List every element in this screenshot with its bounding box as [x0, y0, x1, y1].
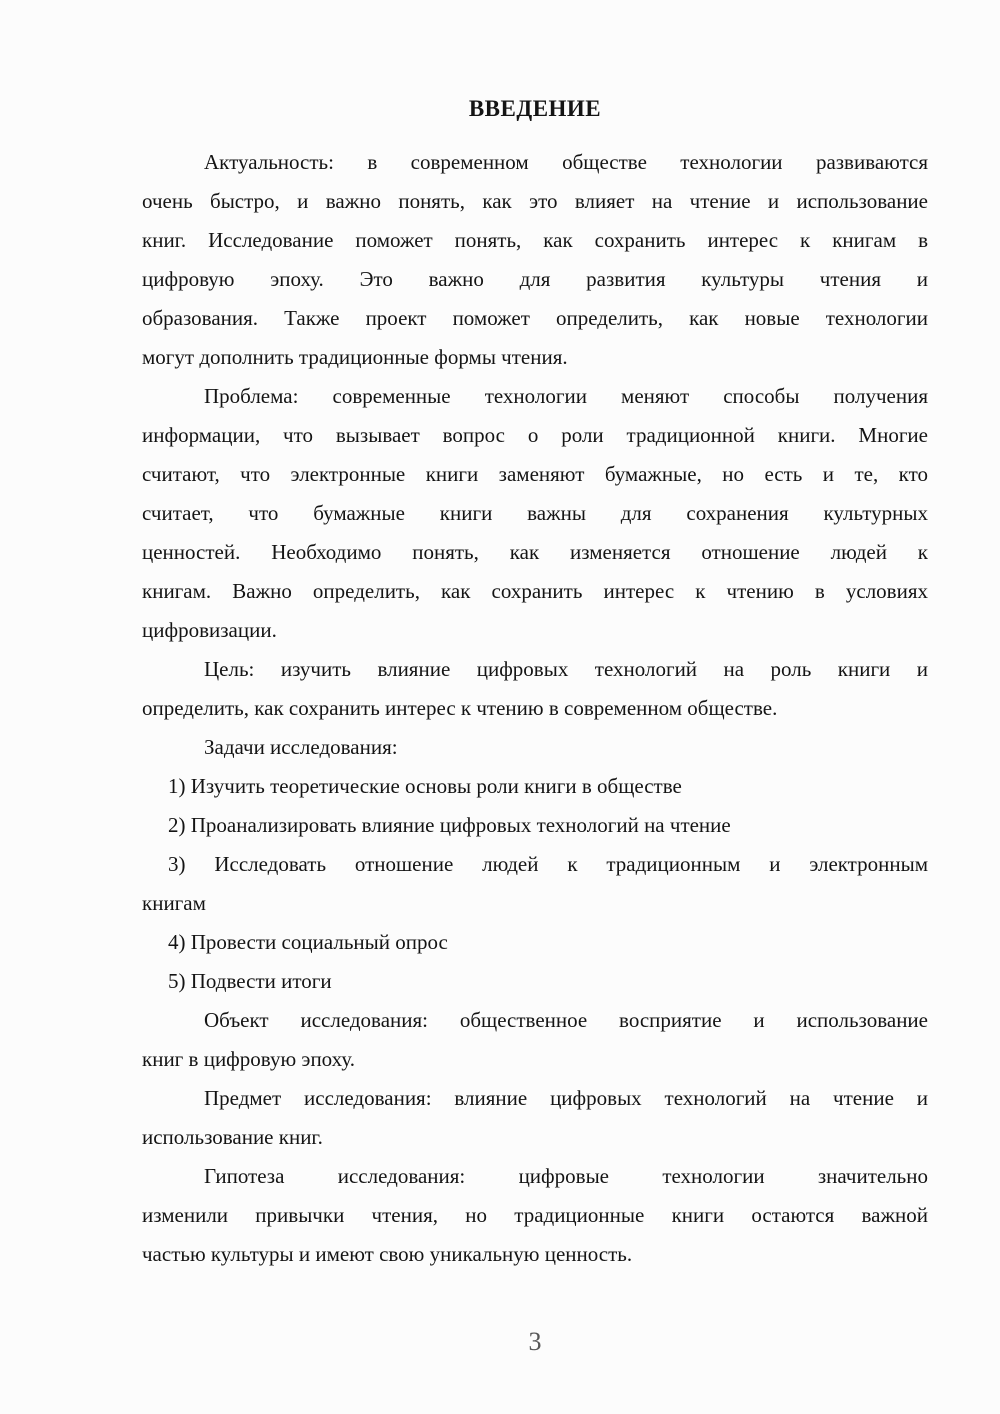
text-line: цифровую эпоху. Это важно для развития культуры чтения и [142, 267, 928, 291]
text-line: 1) Изучить теоретические основы роли книги в обществе [168, 774, 682, 798]
paragraph-goal [142, 650, 928, 728]
text-line: могут дополнить традиционные формы чтения. [142, 345, 568, 369]
text-line: образования. Также проект поможет определить, как новые технологии [142, 306, 928, 330]
paragraph-relevance [142, 143, 928, 377]
task-item-1 [142, 767, 928, 806]
text-line: считает, что бумажные книги важны для сохранения культурных [142, 501, 928, 525]
document-body [142, 143, 928, 1274]
text-line: книг в цифровую эпоху. [142, 1047, 356, 1071]
text-line: Задачи исследования: [204, 735, 398, 759]
text-line: частью культуры и имеют свою уникальную ценность. [142, 1242, 633, 1266]
text-line: 4) Провести социальный опрос [168, 930, 448, 954]
text-line: Актуальность: в современном обществе технологии развиваются [204, 150, 928, 174]
text-line: ценностей. Необходимо понять, как изменяется отношение людей к [142, 540, 928, 564]
task-item-3 [142, 845, 928, 923]
text-line: считают, что электронные книги заменяют бумажные, но есть и те, кто [142, 462, 928, 486]
text-line: книгам [142, 891, 206, 915]
text-line: использование книг. [142, 1125, 323, 1149]
paragraph-subject [142, 1079, 928, 1157]
text-line: определить, как сохранить интерес к чтению в современном обществе. [142, 696, 778, 720]
page-number: 3 [528, 1327, 542, 1356]
text-line: очень быстро, и важно понять, как это влияет на чтение и использование [142, 189, 928, 213]
text-line: изменили привычки чтения, но традиционные книги остаются важной [142, 1203, 928, 1227]
text-line: 3) Исследовать отношение людей к традиционным и электронным [168, 852, 928, 876]
text-line: Проблема: современные технологии меняют способы получения [204, 384, 928, 408]
text-line: 2) Проанализировать влияние цифровых технологий на чтение [168, 813, 731, 837]
text-line: книгам. Важно определить, как сохранить интерес к чтению в условиях [142, 579, 928, 603]
text-line: Предмет исследования: влияние цифровых технологий на чтение и [204, 1086, 928, 1110]
text-line: информации, что вызывает вопрос о роли традиционной книги. Многие [142, 423, 928, 447]
paragraph-tasks-heading [142, 728, 928, 767]
task-item-2 [142, 806, 928, 845]
text-line: Гипотеза исследования: цифровые технологии значительно [204, 1164, 928, 1188]
paragraph-hypothesis [142, 1157, 928, 1274]
paragraph-problem [142, 377, 928, 650]
text-line: Объект исследования: общественное восприятие и использование [204, 1008, 928, 1032]
task-item-5 [142, 962, 928, 1001]
text-line: 5) Подвести итоги [168, 969, 332, 993]
paragraph-object [142, 1001, 928, 1079]
task-item-4 [142, 923, 928, 962]
document-title: ВВЕДЕНИЕ [468, 96, 602, 121]
text-line: книг. Исследование поможет понять, как сохранить интерес к книгам в [142, 228, 928, 252]
text-line: цифровизации. [142, 618, 277, 642]
text-line: Цель: изучить влияние цифровых технологий на роль книги и [204, 657, 928, 681]
